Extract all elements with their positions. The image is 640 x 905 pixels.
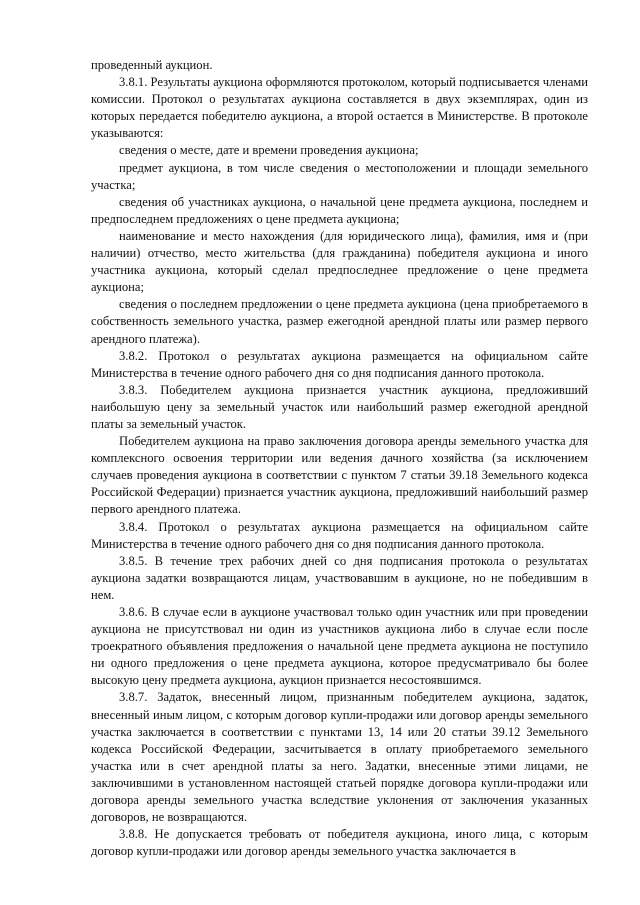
paragraph-list-item: наименование и место нахождения (для юридического лица), фамилия, имя и (при наличии) отчество, место жительства (для гражданина) победителя аукциона и иного участника аукциона, который сделал предпоследнее предложение о цене предмета аукциона; [91,228,588,295]
paragraph-3-8-1: 3.8.1. Результаты аукциона оформляются протоколом, который подписывается членами комиссии. Протокол о результатах аукциона составляется в двух экземплярах, один из которых передается победителю аукциона, а второй остается в Министерстве. В протоколе указываются: [91,75,588,141]
paragraph-list-item: сведения о месте, дате и времени проведения аукциона; [119,143,419,158]
paragraph-3-8-8: 3.8.8. Не допускается требовать от победителя аукциона, иного лица, с которым договор купли-продажи или договор аренды земельного участка заключается в [91,827,588,859]
paragraph-3-8-3-continued: Победителем аукциона на право заключения договора аренды земельного участка для комплексного освоения территории или ведения дачного хозяйства (за исключением случаев проведения аукциона в соответствии с пунктом 7 статьи 39.18 Земельного кодекса Российской Федерации) признается участник аукциона, предложивший наибольший размер первого арендного платежа. [91,434,588,517]
paragraph-3-8-3: 3.8.3. Победителем аукциона признается участник аукциона, предложивший наибольшую цену за земельный участок или наибольший размер ежегодной арендной платы за земельный участок. [91,382,588,431]
paragraph-list-item: сведения о последнем предложении о цене предмета аукциона (цена приобретаемого в собственность земельного участка, размер ежегодной арендной платы или размер первого арендного платежа). [91,297,588,346]
paragraph-3-8-5: 3.8.5. В течение трех рабочих дней со дня подписания протокола о результатах аукциона задатки возвращаются лицам, участвовавшим в аукционе, но не победившим в нем. [91,553,588,602]
document-page [91,57,588,860]
paragraph-3-8-2: 3.8.2. Протокол о результатах аукциона размещается на официальном сайте Министерства в течение одного рабочего дня со дня подписания данного протокола. [91,348,588,380]
paragraph-3-8-4: 3.8.4. Протокол о результатах аукциона размещается на официальном сайте Министерства в течение одного рабочего дня со дня подписания данного протокола. [91,519,588,551]
paragraph-continuation: проведенный аукцион. [91,58,213,72]
paragraph-3-8-6: 3.8.6. В случае если в аукционе участвовал только один участник или при проведении аукциона не присутствовал ни один из участников аукциона либо в случае если после троекратного объявления предложения о начальной цене предмета аукциона не поступило ни одного предложения о цене предмета аукциона, которое предусматривало бы более высокую цену предмета аукциона, аукцион признается несостоявшимся. [91,605,588,688]
paragraph-list-item: предмет аукциона, в том числе сведения о местоположении и площади земельного участка; [91,160,588,192]
paragraph-list-item: сведения об участниках аукциона, о начальной цене предмета аукциона, последнем и предпоследнем предложениях о цене предмета аукциона; [91,194,588,226]
paragraph-3-8-7: 3.8.7. Задаток, внесенный лицом, признанным победителем аукциона, задаток, внесенный иным лицом, с которым договор купли-продажи или договор аренды земельного участка заключается в соответствии с пунктами 13, 14 или 20 статьи 39.12 Земельного кодекса Российской Федерации, засчитывается в оплату приобретаемого земельного участка или в счет арендной платы за него. Задатки, внесенные этими лицами, не заключившими в установленном настоящей статьей порядке договора купли-продажи или договора аренды земельного участка вследствие уклонения от заключения указанных договоров, не возвращаются. [91,690,588,825]
